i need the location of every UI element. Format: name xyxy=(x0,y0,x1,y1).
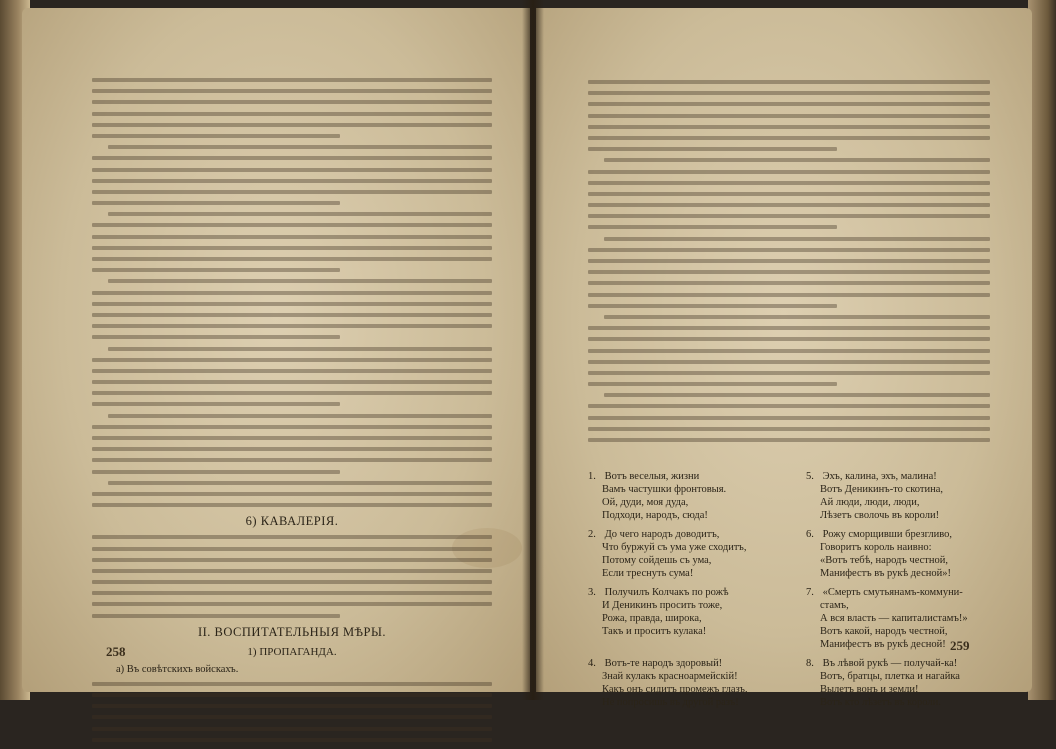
text-line xyxy=(604,158,990,162)
text-line xyxy=(588,248,990,252)
verse-stanza xyxy=(806,657,1006,709)
text-line xyxy=(92,704,492,708)
verse-line: Манифестъ въ рукѣ десной! xyxy=(820,639,946,650)
verse-line: 3. Получилъ Колчакъ по рожѣ xyxy=(588,587,729,598)
verse-line: Манифестъ въ рукѣ десной»! xyxy=(820,568,951,579)
text-line xyxy=(588,349,990,353)
text-line xyxy=(108,414,492,418)
text-line xyxy=(588,136,990,140)
text-line xyxy=(92,112,492,116)
text-line xyxy=(588,438,990,442)
text-line xyxy=(588,304,837,308)
verse-line: Лѣзетъ сволочь въ короли! xyxy=(820,510,940,521)
page-number-left: 258 xyxy=(106,644,126,659)
text-line xyxy=(92,179,492,183)
text-line xyxy=(588,102,990,106)
text-line xyxy=(92,470,340,474)
verse-number: 8. xyxy=(806,658,814,669)
verse-line: Подходи, народъ, сюда! xyxy=(602,510,708,521)
text-line xyxy=(588,125,990,129)
text-line xyxy=(92,503,492,507)
text-line xyxy=(92,257,492,261)
text-line xyxy=(92,335,340,339)
text-line xyxy=(108,279,492,283)
paragraph-block xyxy=(92,78,492,507)
text-line xyxy=(588,225,837,229)
verse-number: 3. xyxy=(588,587,596,598)
text-line xyxy=(92,89,492,93)
text-line xyxy=(92,738,492,742)
verse-stanza xyxy=(806,470,1006,522)
text-line xyxy=(92,715,492,719)
text-line xyxy=(588,404,990,408)
verse-line: Знай кулакъ красноармейскій! xyxy=(602,671,738,682)
verse-line: А вся власть — капиталистамъ!» xyxy=(820,613,968,624)
book-gutter xyxy=(522,0,544,700)
paragraph-block xyxy=(588,80,990,442)
text-line xyxy=(604,315,990,319)
text-line xyxy=(588,91,990,95)
verse-line: 8. Въ лѣвой рукѣ — получай-ка! xyxy=(806,658,958,669)
text-line xyxy=(92,268,340,272)
verse-line: Рожа, правда, широка, xyxy=(602,613,702,624)
verse-number: 7. xyxy=(806,587,814,598)
right-text-column xyxy=(588,80,990,449)
text-line xyxy=(92,168,492,172)
text-line xyxy=(92,425,492,429)
verse-line: 7. «Смерть смутьянамъ-коммуни- xyxy=(806,587,963,598)
text-line xyxy=(588,360,990,364)
text-line xyxy=(92,402,340,406)
text-line xyxy=(92,535,492,539)
text-line xyxy=(604,393,990,397)
text-line xyxy=(588,281,990,285)
verse-row xyxy=(588,657,1006,709)
verse-stanza xyxy=(588,586,788,651)
verse-line: Если треснуть сума! xyxy=(602,568,694,579)
text-line xyxy=(92,693,492,697)
left-page xyxy=(22,8,530,692)
text-line xyxy=(92,391,492,395)
text-line xyxy=(588,326,990,330)
verse-number: 1. xyxy=(588,471,596,482)
text-line xyxy=(92,291,492,295)
verse-line: стамъ, xyxy=(820,600,849,611)
verse-line: Вылетъ вонъ и земли! xyxy=(820,684,919,695)
text-line xyxy=(92,324,492,328)
book-right-edge xyxy=(1028,0,1056,700)
verse-line: Потому сойдешь съ ума, xyxy=(602,555,712,566)
verse-line: Вотъ, братцы, плетка и нагайка xyxy=(820,671,960,682)
verse-stanza xyxy=(806,528,1006,580)
text-line xyxy=(92,447,492,451)
text-line xyxy=(588,259,990,263)
verse-line: Вотъ какой, народъ честной, xyxy=(820,626,948,637)
section-subtitle: 1) ПРОПАГАНДА. xyxy=(247,645,337,658)
verse-section xyxy=(588,470,1006,715)
text-line xyxy=(92,369,492,373)
verse-number: 4. xyxy=(588,658,596,669)
text-line xyxy=(588,192,990,196)
verse-line: И Деникинъ просить тоже, xyxy=(602,600,723,611)
text-line xyxy=(92,614,340,618)
text-line xyxy=(588,293,990,297)
text-line xyxy=(92,78,492,82)
text-line xyxy=(92,380,492,384)
text-line xyxy=(92,547,492,551)
verse-line: Такъ и проситъ кулака! xyxy=(602,626,707,637)
verse-number: 6. xyxy=(806,529,814,540)
text-line xyxy=(92,569,492,573)
text-line xyxy=(588,114,990,118)
verse-line: Какъ онъ сидитъ промежъ глазъ, xyxy=(602,684,748,695)
verse-stanza xyxy=(588,528,788,580)
text-line xyxy=(92,302,492,306)
verse-line: 4. Вотъ-те народъ здоровый! xyxy=(588,658,723,669)
paragraph-block xyxy=(92,535,492,617)
text-line xyxy=(92,436,492,440)
verse-line: 6. Рожу сморщивши брезгливо, xyxy=(806,529,953,540)
text-line xyxy=(92,201,340,205)
text-line xyxy=(92,580,492,584)
text-line xyxy=(92,313,492,317)
verse-line: Вотъ кто лѣзетъ въ короли. xyxy=(820,697,941,708)
text-line xyxy=(92,156,492,160)
verse-line: Вамъ частушки фронтовыя. xyxy=(602,484,727,495)
text-line xyxy=(92,358,492,362)
text-line xyxy=(92,727,492,731)
text-line xyxy=(588,270,990,274)
text-line xyxy=(604,237,990,241)
text-line xyxy=(588,427,990,431)
verse-row xyxy=(588,470,1006,522)
text-line xyxy=(588,371,990,375)
verse-line: Вотъ Деникинъ-то скотина, xyxy=(820,484,943,495)
verse-number: 5. xyxy=(806,471,814,482)
text-line xyxy=(588,382,837,386)
text-line xyxy=(92,246,492,250)
text-line xyxy=(588,80,990,84)
text-line xyxy=(92,223,492,227)
text-line xyxy=(92,558,492,562)
text-line xyxy=(92,591,492,595)
left-text-column xyxy=(92,78,492,749)
page-number-right: 259 xyxy=(950,638,970,653)
text-line xyxy=(588,214,990,218)
right-page xyxy=(536,8,1032,708)
verse-row xyxy=(588,586,1006,651)
text-line xyxy=(92,235,492,239)
text-line xyxy=(108,481,492,485)
verse-stanza xyxy=(588,657,788,709)
text-line xyxy=(92,190,492,194)
subsection-label: а) Въ совѣтскихъ войскахъ. xyxy=(116,663,239,675)
text-line xyxy=(92,602,492,606)
verse-line: 2. До чего народъ доводитъ, xyxy=(588,529,720,540)
verse-stanza xyxy=(588,470,788,522)
text-line xyxy=(92,492,492,496)
verse-row xyxy=(588,528,1006,580)
text-line xyxy=(92,134,340,138)
paragraph-block xyxy=(92,682,492,742)
text-line xyxy=(588,416,990,420)
text-line xyxy=(92,682,492,686)
verse-line: 1. Вотъ веселыя, жизни xyxy=(588,471,700,482)
text-line xyxy=(108,145,492,149)
verse-line: Ай люди, люди, люди, xyxy=(820,497,920,508)
text-line xyxy=(588,337,990,341)
verse-line: Ой, дуди, моя дуда, xyxy=(602,497,689,508)
text-line xyxy=(92,123,492,127)
verse-line: Говоритъ король наивно: xyxy=(820,542,932,553)
cavalry-heading: 6) КАВАЛЕРІЯ. xyxy=(245,514,339,529)
text-line xyxy=(108,212,492,216)
text-line xyxy=(92,458,492,462)
section-title: II. ВОСПИТАТЕЛЬНЫЯ МѢРЫ. xyxy=(197,624,387,639)
verse-line: Что буржуй съ ума уже сходитъ, xyxy=(602,542,747,553)
verse-stanza xyxy=(806,586,1006,651)
text-line xyxy=(588,170,990,174)
verse-line: Не попросишь въ другой разъ! xyxy=(602,697,739,708)
text-line xyxy=(588,181,990,185)
verse-number: 2. xyxy=(588,529,596,540)
text-line xyxy=(588,203,990,207)
verse-line: 5. Эхъ, калина, эхъ, малина! xyxy=(806,471,937,482)
text-line xyxy=(108,347,492,351)
text-line xyxy=(588,147,837,151)
text-line xyxy=(92,100,492,104)
verse-line: «Вотъ тебѣ, народъ честной, xyxy=(820,555,948,566)
